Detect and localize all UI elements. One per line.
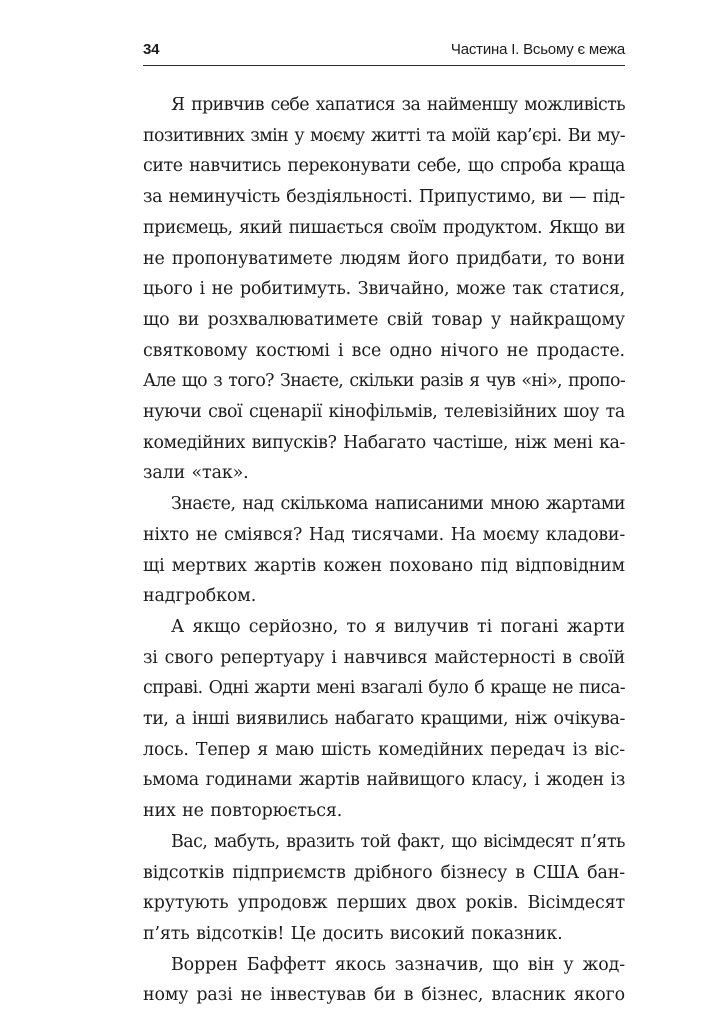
text-line: сите навчитись переконувати себе, що спроба краща <box>143 156 625 177</box>
running-head <box>143 38 625 62</box>
text-line: за неминучість бездіяльності. Припустимо, ви — під- <box>143 187 625 208</box>
paragraph-1 <box>143 90 625 489</box>
text-line: ти, а інші виявились набагато кращими, ніж очікува- <box>143 709 625 730</box>
text-line: лось. Тепер я маю шість комедійних передач із віс- <box>143 739 625 760</box>
text-line: позитивних змін у моєму житті та моїй кар’єрі. Ви му- <box>143 125 625 146</box>
text-line: зали «так». <box>143 463 249 484</box>
text-line: ьмома годинами жартів найвищого класу, і жоден із <box>143 770 625 791</box>
paragraph-5 <box>143 950 625 1011</box>
text-line: приємець, який пишається своїм продуктом. Якщо ви <box>143 217 625 238</box>
text-line: Але що з того? Знаєте, скільки разів я чув «ні», пропо- <box>143 371 625 392</box>
body-text <box>143 90 625 1011</box>
text-line: крутують упродовж перших двох років. Вісімдесят <box>143 893 625 914</box>
paragraph-4 <box>143 827 625 950</box>
text-line: Знаєте, над скількома написаними мною жартами <box>171 494 625 515</box>
text-line: не пропонуватимете людям його придбати, то вони <box>143 248 625 269</box>
text-line: надгробком. <box>143 586 257 607</box>
text-line: відсотків підприємств дрібного бізнесу в США бан- <box>143 862 625 883</box>
text-line: цього і не робитимуть. Звичайно, може так статися, <box>143 279 625 300</box>
text-line: справі. Одні жарти мені взагалі було б краще не писа- <box>143 678 625 699</box>
text-line: святковому костюмі і все одно нічого не продасте. <box>143 340 625 361</box>
text-line: зі свого репертуару і навчився майстерності в своїй <box>143 647 625 668</box>
text-line: щі мертвих жартів кожен поховано під відповідним <box>143 555 625 576</box>
page-number: 34 <box>143 41 160 58</box>
running-title: Частина І. Всьому є межа <box>450 41 625 58</box>
text-line: ніхто не сміявся? Над тисячами. На моєму кладови- <box>143 524 625 545</box>
paragraph-3 <box>143 612 625 827</box>
header-rule <box>143 65 625 66</box>
text-line: А якщо серйозно, то я вилучив ті погані жарти <box>171 616 625 637</box>
text-line: комедійних випусків? Набагато частіше, ніж мені ка- <box>143 432 625 453</box>
paragraph-2 <box>143 489 625 612</box>
text-line: Вас, мабуть, вразить той факт, що вісімдесят п’ять <box>171 831 625 852</box>
text-line: що ви розхвалюватимете свій товар у найкращому <box>143 309 625 330</box>
text-line: п’ять відсотків! Це досить високий показник. <box>143 923 563 944</box>
text-line: Я привчив себе хапатися за найменшу можливість <box>171 95 625 115</box>
text-line: ному разі не інвестував би в бізнес, власник якого <box>143 985 625 1006</box>
text-line: нуючи свої сценарії кінофільмів, телевізійних шоу та <box>143 402 625 423</box>
text-line: Воррен Баффетт якось зазначив, що він у жод- <box>171 954 625 975</box>
text-line: них не повторюється. <box>143 801 343 822</box>
